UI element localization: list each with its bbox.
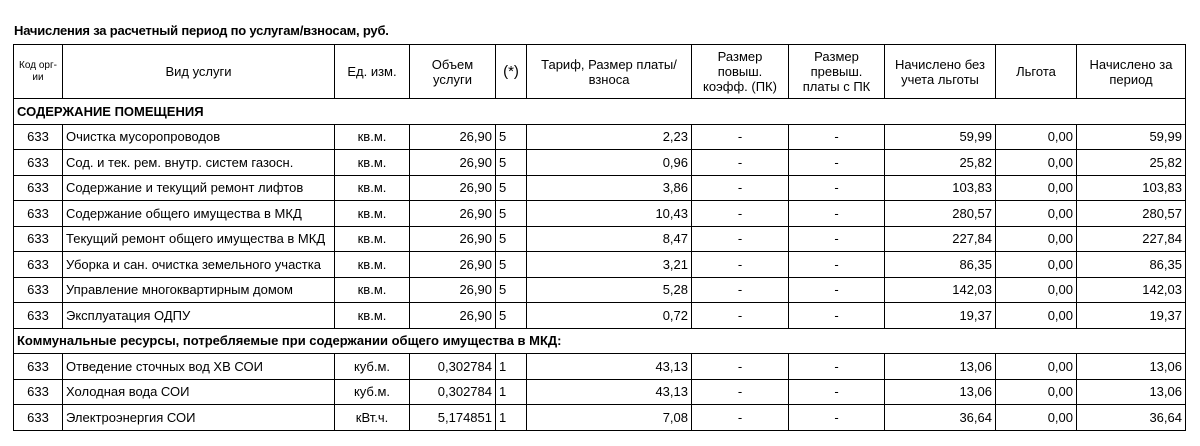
cell-tariff: 0,96 — [527, 150, 692, 176]
header-excess: Размер превыш. платы с ПК — [789, 45, 885, 99]
cell-volume: 26,90 — [410, 252, 496, 278]
cell-star: 5 — [496, 124, 527, 150]
cell-increase: - — [692, 354, 789, 380]
cell-star: 5 — [496, 150, 527, 176]
cell-volume: 26,90 — [410, 277, 496, 303]
cell-code: 633 — [14, 277, 63, 303]
cell-unit: кВт.ч. — [335, 405, 410, 431]
cell-excess: - — [789, 303, 885, 329]
header-star: (*) — [496, 45, 527, 99]
cell-excess: - — [789, 405, 885, 431]
cell-code: 633 — [14, 379, 63, 405]
cell-excess: - — [789, 354, 885, 380]
cell-accrued: 280,57 — [1077, 201, 1186, 227]
cell-star: 5 — [496, 201, 527, 227]
section-row — [14, 328, 1186, 354]
cell-service: Электроэнергия СОИ — [63, 405, 335, 431]
cell-excess: - — [789, 150, 885, 176]
cell-unit: кв.м. — [335, 226, 410, 252]
table-row — [14, 303, 1186, 329]
cell-accrued: 19,37 — [1077, 303, 1186, 329]
cell-service: Содержание общего имущества в МКД — [63, 201, 335, 227]
cell-benefit: 0,00 — [996, 379, 1077, 405]
cell-increase: - — [692, 201, 789, 227]
cell-accrued: 25,82 — [1077, 150, 1186, 176]
cell-increase: - — [692, 277, 789, 303]
cell-benefit: 0,00 — [996, 226, 1077, 252]
cell-accrued-no-benefit: 103,83 — [885, 175, 996, 201]
cell-service: Текущий ремонт общего имущества в МКД — [63, 226, 335, 252]
table-row — [14, 252, 1186, 278]
cell-volume: 26,90 — [410, 201, 496, 227]
cell-code: 633 — [14, 303, 63, 329]
table-row — [14, 201, 1186, 227]
cell-increase: - — [692, 150, 789, 176]
cell-tariff: 43,13 — [527, 379, 692, 405]
cell-tariff: 7,08 — [527, 405, 692, 431]
cell-service: Холодная вода СОИ — [63, 379, 335, 405]
cell-tariff: 0,72 — [527, 303, 692, 329]
cell-benefit: 0,00 — [996, 277, 1077, 303]
cell-code: 633 — [14, 150, 63, 176]
cell-unit: кв.м. — [335, 303, 410, 329]
table-body — [14, 99, 1186, 431]
section-title: Коммунальные ресурсы, потребляемые при содержании общего имущества в МКД: — [14, 328, 1186, 354]
cell-accrued-no-benefit: 25,82 — [885, 150, 996, 176]
table-row — [14, 354, 1186, 380]
cell-excess: - — [789, 379, 885, 405]
cell-code: 633 — [14, 201, 63, 227]
cell-tariff: 3,21 — [527, 252, 692, 278]
cell-star: 5 — [496, 252, 527, 278]
table-row — [14, 226, 1186, 252]
table-row — [14, 379, 1186, 405]
cell-accrued: 13,06 — [1077, 379, 1186, 405]
header-accrued: Начислено за период — [1077, 45, 1186, 99]
cell-volume: 26,90 — [410, 150, 496, 176]
cell-benefit: 0,00 — [996, 201, 1077, 227]
cell-unit: куб.м. — [335, 379, 410, 405]
cell-service: Очистка мусоропроводов — [63, 124, 335, 150]
cell-volume: 5,174851 — [410, 405, 496, 431]
cell-star: 5 — [496, 303, 527, 329]
cell-excess: - — [789, 226, 885, 252]
cell-accrued-no-benefit: 280,57 — [885, 201, 996, 227]
cell-accrued-no-benefit: 13,06 — [885, 354, 996, 380]
cell-benefit: 0,00 — [996, 303, 1077, 329]
section-row — [14, 99, 1186, 125]
cell-star: 5 — [496, 277, 527, 303]
cell-benefit: 0,00 — [996, 150, 1077, 176]
cell-star: 1 — [496, 405, 527, 431]
cell-service: Сод. и тек. рем. внутр. систем газосн. — [63, 150, 335, 176]
cell-increase: - — [692, 226, 789, 252]
header-code: Код орг-ии — [14, 45, 63, 99]
header-increase: Размер повыш. коэфф. (ПК) — [692, 45, 789, 99]
table-row — [14, 175, 1186, 201]
cell-unit: кв.м. — [335, 252, 410, 278]
cell-code: 633 — [14, 252, 63, 278]
header-volume: Объем услуги — [410, 45, 496, 99]
cell-excess: - — [789, 252, 885, 278]
cell-service: Уборка и сан. очистка земельного участка — [63, 252, 335, 278]
cell-accrued-no-benefit: 59,99 — [885, 124, 996, 150]
cell-accrued-no-benefit: 19,37 — [885, 303, 996, 329]
cell-service: Содержание и текущий ремонт лифтов — [63, 175, 335, 201]
cell-tariff: 43,13 — [527, 354, 692, 380]
header-unit: Ед. изм. — [335, 45, 410, 99]
cell-accrued-no-benefit: 13,06 — [885, 379, 996, 405]
header-tariff: Тариф, Размер платы/взноса — [527, 45, 692, 99]
cell-unit: куб.м. — [335, 354, 410, 380]
cell-tariff: 10,43 — [527, 201, 692, 227]
cell-increase: - — [692, 379, 789, 405]
cell-increase: - — [692, 303, 789, 329]
cell-code: 633 — [14, 124, 63, 150]
cell-increase: - — [692, 252, 789, 278]
cell-increase: - — [692, 175, 789, 201]
cell-unit: кв.м. — [335, 277, 410, 303]
cell-excess: - — [789, 124, 885, 150]
cell-excess: - — [789, 175, 885, 201]
cell-accrued-no-benefit: 36,64 — [885, 405, 996, 431]
cell-star: 5 — [496, 226, 527, 252]
cell-volume: 26,90 — [410, 124, 496, 150]
cell-volume: 26,90 — [410, 303, 496, 329]
cell-benefit: 0,00 — [996, 175, 1077, 201]
cell-star: 5 — [496, 175, 527, 201]
cell-accrued-no-benefit: 142,03 — [885, 277, 996, 303]
cell-excess: - — [789, 277, 885, 303]
cell-tariff: 5,28 — [527, 277, 692, 303]
cell-unit: кв.м. — [335, 150, 410, 176]
header-accrued-no-benefit: Начислено без учета льготы — [885, 45, 996, 99]
cell-volume: 0,302784 — [410, 354, 496, 380]
header-row — [14, 45, 1186, 99]
cell-star: 1 — [496, 354, 527, 380]
cell-code: 633 — [14, 405, 63, 431]
cell-accrued: 142,03 — [1077, 277, 1186, 303]
cell-tariff: 8,47 — [527, 226, 692, 252]
table-row — [14, 405, 1186, 431]
header-benefit: Льгота — [996, 45, 1077, 99]
cell-accrued: 86,35 — [1077, 252, 1186, 278]
cell-benefit: 0,00 — [996, 405, 1077, 431]
cell-code: 633 — [14, 226, 63, 252]
cell-accrued: 13,06 — [1077, 354, 1186, 380]
table-row — [14, 150, 1186, 176]
cell-excess: - — [789, 201, 885, 227]
cell-tariff: 2,23 — [527, 124, 692, 150]
cell-star: 1 — [496, 379, 527, 405]
cell-unit: кв.м. — [335, 201, 410, 227]
header-service: Вид услуги — [63, 45, 335, 99]
table-row — [14, 124, 1186, 150]
cell-volume: 26,90 — [410, 226, 496, 252]
cell-unit: кв.м. — [335, 175, 410, 201]
cell-benefit: 0,00 — [996, 354, 1077, 380]
cell-volume: 0,302784 — [410, 379, 496, 405]
cell-service: Эксплуатация ОДПУ — [63, 303, 335, 329]
cell-volume: 26,90 — [410, 175, 496, 201]
cell-service: Управление многоквартирным домом — [63, 277, 335, 303]
table-row — [14, 277, 1186, 303]
cell-benefit: 0,00 — [996, 252, 1077, 278]
cell-benefit: 0,00 — [996, 124, 1077, 150]
cell-service: Отведение сточных вод ХВ СОИ — [63, 354, 335, 380]
cell-accrued: 227,84 — [1077, 226, 1186, 252]
cell-unit: кв.м. — [335, 124, 410, 150]
cell-accrued: 59,99 — [1077, 124, 1186, 150]
cell-code: 633 — [14, 175, 63, 201]
cell-increase: - — [692, 405, 789, 431]
charges-table — [13, 44, 1186, 431]
cell-accrued: 36,64 — [1077, 405, 1186, 431]
cell-accrued: 103,83 — [1077, 175, 1186, 201]
cell-tariff: 3,86 — [527, 175, 692, 201]
cell-increase: - — [692, 124, 789, 150]
cell-accrued-no-benefit: 227,84 — [885, 226, 996, 252]
cell-code: 633 — [14, 354, 63, 380]
section-title: СОДЕРЖАНИЕ ПОМЕЩЕНИЯ — [14, 99, 1186, 125]
cell-accrued-no-benefit: 86,35 — [885, 252, 996, 278]
table-title: Начисления за расчетный период по услугам/взносам, руб. — [14, 23, 389, 38]
